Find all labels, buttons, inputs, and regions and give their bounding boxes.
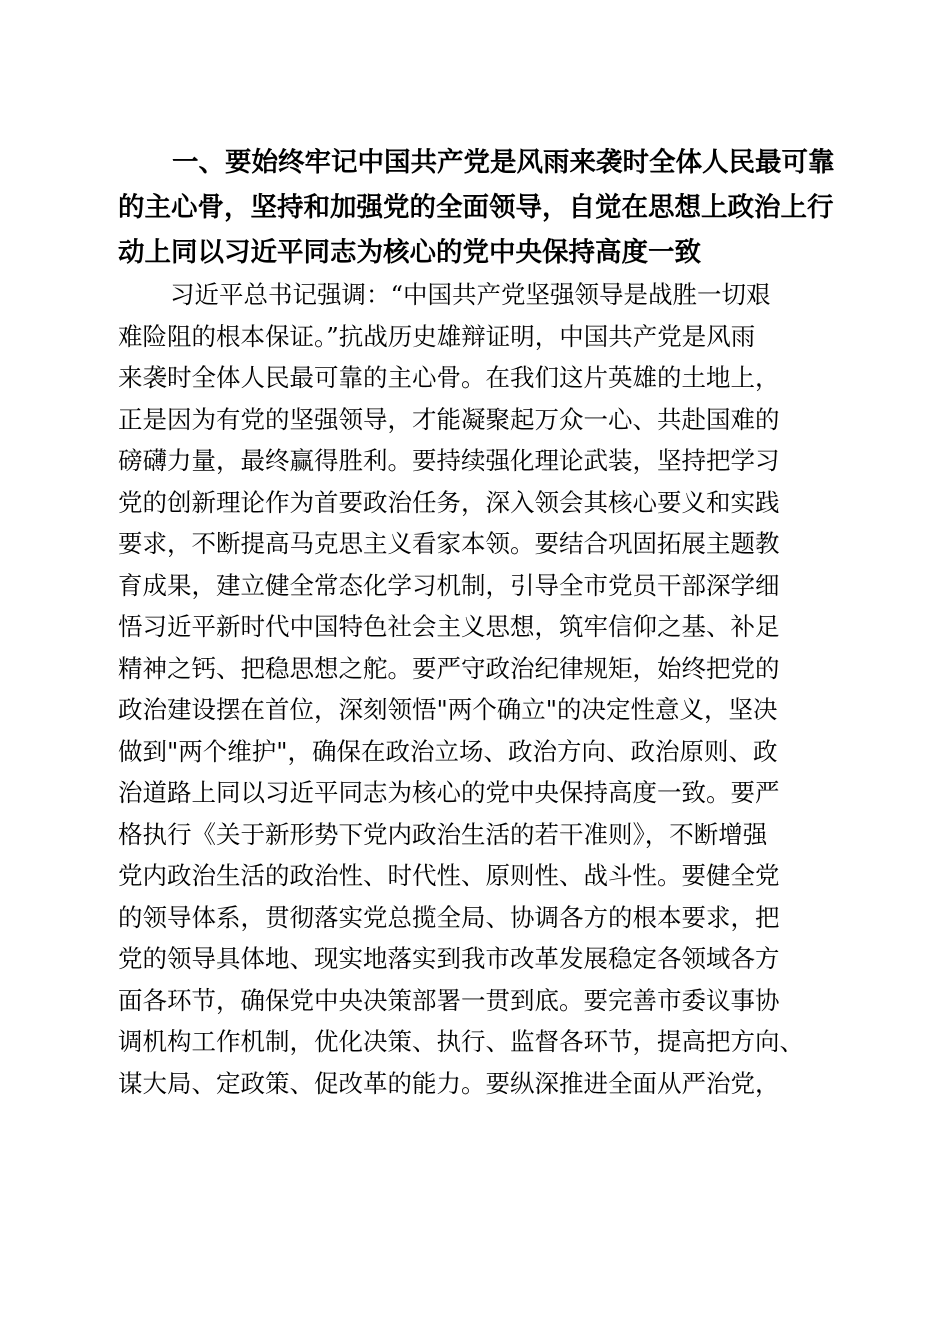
paragraph-line: 习近平总书记强调：“中国共产党坚强领导是战胜一切艰 — [170, 280, 771, 309]
paragraph-line: 的领导体系，贯彻落实党总揽全局、协调各方的根本要求，把 — [118, 902, 780, 932]
paragraph-line: 政治建设摆在首位，深刻领悟"两个确立"的决定性意义，坚决 — [118, 695, 778, 724]
paragraph-line: 党的领导具体地、现实地落实到我市改革发展稳定各领域各方 — [118, 944, 780, 973]
paragraph-line: 党内政治生活的政治性、时代性、原则性、战斗性。要健全党 — [118, 861, 780, 890]
paragraph-line: 格执行《关于新形势下党内政治生活的若干准则》，不断增强 — [118, 819, 768, 849]
paragraph-line: 育成果，建立健全常态化学习机制，引导全市党员干部深学细 — [118, 570, 780, 600]
heading-line: 动上同以习近平同志为核心的党中央保持高度一致 — [118, 237, 701, 268]
paragraph-line: 悟习近平新时代中国特色社会主义思想，筑牢信仰之基、补足 — [118, 612, 780, 641]
heading-line: 的主心骨，坚持和加强党的全面领导，自觉在思想上政治上行 — [118, 192, 834, 223]
paragraph-line: 难险阻的根本保证。”抗战历史雄辩证明，中国共产党是风雨 — [118, 321, 756, 351]
paragraph-line: 来袭时全体人民最可靠的主心骨。在我们这片英雄的土地上， — [118, 363, 780, 392]
paragraph-line: 调机构工作机制，优化决策、执行、监督各环节，提高把方向、 — [118, 1027, 804, 1056]
body-paragraph — [118, 274, 838, 1104]
heading-line: 一、要始终牢记中国共产党是风雨来袭时全体人民最可靠 — [172, 147, 835, 178]
paragraph-line: 磅礴力量，最终赢得胜利。要持续强化理论武装，坚持把学习 — [118, 446, 780, 475]
paragraph-line: 谋大局、定政策、促改革的能力。要纵深推进全面从严治党， — [118, 1068, 780, 1098]
paragraph-line: 要求，不断提高马克思主义看家本领。要结合巩固拓展主题教 — [118, 529, 780, 558]
paragraph-line: 精神之钙、把稳思想之舵。要严守政治纪律规矩，始终把党的 — [118, 653, 780, 683]
paragraph-line: 治道路上同以习近平同志为核心的党中央保持高度一致。要严 — [118, 778, 780, 807]
paragraph-line: 正是因为有党的坚强领导，才能凝聚起万众一心、共赴国难的 — [118, 404, 780, 434]
paragraph-line: 面各环节，确保党中央决策部署一贯到底。要完善市委议事协 — [118, 985, 780, 1015]
section-heading — [118, 140, 835, 275]
paragraph-line: 做到"两个维护"，确保在政治立场、政治方向、政治原则、政 — [118, 736, 778, 766]
paragraph-line: 党的创新理论作为首要政治任务，深入领会其核心要义和实践 — [118, 487, 780, 517]
